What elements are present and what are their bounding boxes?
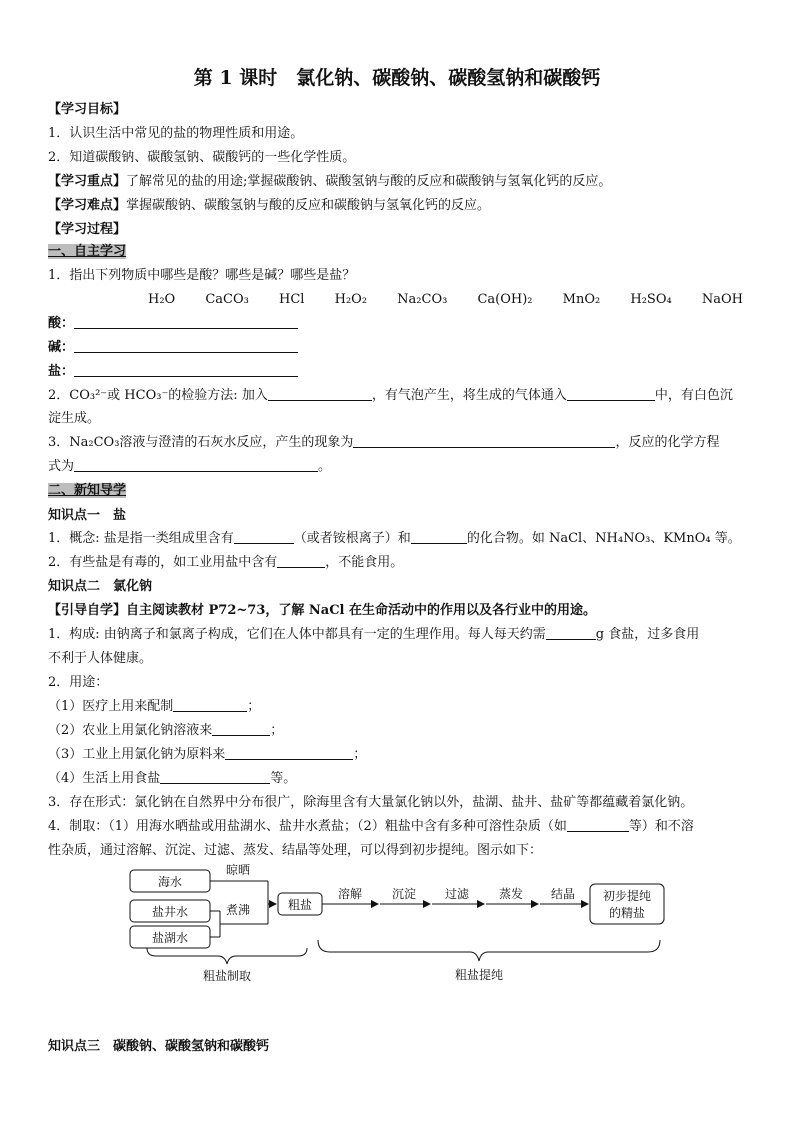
composition-blank-grams[interactable]	[546, 626, 596, 640]
q2-blank-solution[interactable]	[567, 387, 655, 401]
formula-list	[148, 291, 769, 309]
guided-reading: 【引导自学】自主阅读教材 P72~73，了解 NaCl 在生命活动中的作用以及各行业中的用途。	[48, 603, 597, 618]
formula-item: NaOH	[701, 292, 743, 307]
preparation-cont: 性杂质，通过溶解、沉淀、过滤、蒸发、结晶等处理，可以得到初步提纯。图示如下：	[48, 843, 543, 858]
composition-text-b: g 食盐，过多食用	[595, 627, 700, 642]
kp1-line-2	[48, 554, 403, 572]
knowledge-point-2: 知识点二 氯化钠	[48, 579, 153, 594]
section2-heading	[48, 482, 126, 500]
question-3-cont	[48, 458, 331, 476]
section1-heading-text: 一、自主学习	[48, 244, 127, 259]
q3-blank-phenomenon[interactable]	[353, 434, 615, 448]
formula-item: H₂O	[148, 292, 176, 307]
kp1-blank-acid-radical[interactable]	[411, 530, 467, 544]
key-points-label: 【学习重点】	[48, 174, 127, 189]
base-answer-line	[48, 339, 298, 357]
uses-heading: 2．用途：	[48, 675, 109, 690]
knowledge-point-1: 知识点一 盐	[48, 508, 127, 523]
kp1-line-1	[48, 530, 741, 548]
source-label: 盐湖水	[151, 931, 189, 945]
question-3	[48, 434, 719, 452]
key-points-line	[48, 173, 611, 191]
q2-text-a: 2．CO₃²⁻或 HCO₃⁻的检验方法: 加入	[48, 388, 268, 403]
preparation-text-a: 4．制取：（1）用海水晒盐或用盐湖水、盐井水煮盐；（2）粗盐中含有多种可溶性杂质（如	[48, 819, 567, 834]
acid-answer-line	[48, 315, 298, 333]
step-label: 结晶	[550, 887, 576, 901]
kp1-blank-toxic-salt[interactable]	[277, 554, 325, 568]
composition-text-a: 1．构成: 由钠离子和氯离子构成，它们在人体中都具有一定的生理作用。每人每天约需	[48, 627, 546, 642]
formula-item: H₂SO₄	[630, 292, 672, 307]
q2-blank-reagent[interactable]	[268, 387, 372, 401]
question-2-cont: 淀生成。	[48, 411, 101, 426]
section2-heading-text: 二、新知导学	[48, 483, 127, 498]
use1-text: （1）医疗上用来配制	[48, 699, 174, 714]
q3-text-c: 式为	[48, 459, 75, 474]
knowledge-point-3: 知识点三 碳酸钠、碳酸氢钠和碳酸钙	[48, 1039, 270, 1054]
q3-blank-equation[interactable]	[74, 458, 318, 472]
kp1-text-b: （或者铵根离子）和	[293, 531, 411, 546]
crude-salt-label: 粗盐	[287, 898, 313, 912]
use2-text: （2）农业上用氯化钠溶液来	[48, 723, 213, 738]
formula-item: CaCO₃	[205, 292, 249, 307]
difficult-points-label: 【学习难点】	[48, 198, 127, 213]
use-daily	[48, 770, 296, 788]
question-1: 1．指出下列物质中哪些是酸？哪些是碱？哪些是盐？	[48, 268, 356, 283]
preparation-text-b: 等）和不溶	[628, 819, 694, 834]
preparation-blank[interactable]	[567, 818, 629, 832]
use2-blank[interactable]	[212, 722, 270, 736]
use1-blank[interactable]	[173, 698, 247, 712]
brace-left	[147, 948, 307, 964]
use4-end: 等。	[270, 771, 297, 786]
use2-semi: ；	[270, 723, 284, 738]
use-industry	[48, 746, 366, 764]
difficult-points-text: 掌握碳酸钠、碳酸氢钠与酸的反应和碳酸钠与氢氧化钙的反应。	[126, 198, 491, 213]
acid-label: 酸：	[48, 316, 75, 331]
formula-item: HCl	[279, 292, 305, 307]
boil-label: 煮沸	[225, 903, 251, 917]
use-agriculture	[48, 722, 283, 740]
page-title: 第 1 课时 氯化钠、碳酸钠、碳酸氢钠和碳酸钙	[193, 67, 601, 89]
process-heading: 【学习过程】	[48, 222, 127, 237]
use3-blank[interactable]	[225, 746, 353, 760]
use3-semi: ；	[353, 747, 367, 762]
kp1-l2-text-b: ，不能食用。	[325, 555, 404, 570]
step-label: 沉淀	[391, 887, 417, 901]
use1-semi: ；	[247, 699, 261, 714]
formula-item: Na₂CO₃	[397, 292, 448, 307]
brace-left-label: 粗盐制取	[202, 969, 252, 983]
sun-dry-label: 晾晒	[225, 863, 251, 877]
step-label: 蒸发	[498, 887, 524, 901]
composition-cont: 不利于人体健康。	[48, 651, 153, 666]
source-label: 盐井水	[151, 905, 189, 919]
salt-process-diagram	[0, 860, 794, 990]
refined-salt-label: 初步提纯	[602, 889, 652, 903]
q2-text-c: 中，有白色沉	[654, 388, 733, 403]
kp1-text-a: 1．概念: 盐是指一类组成里含有	[48, 531, 234, 546]
objective-item: 2．知道碳酸钠、碳酸氢钠、碳酸钙的一些化学性质。	[48, 150, 356, 165]
kp1-blank-metal-ion[interactable]	[234, 530, 294, 544]
use-medical	[48, 698, 260, 716]
formula-item: Ca(OH)₂	[477, 292, 533, 307]
kp1-text-c: 的化合物。如 NaCl、NH₄NO₃、KMnO₄ 等。	[466, 531, 741, 546]
source-label: 海水	[157, 875, 183, 889]
salt-answer-blank[interactable]	[74, 363, 298, 377]
salt-label: 盐：	[48, 364, 75, 379]
objectives-heading: 【学习目标】	[48, 102, 127, 117]
difficult-points-line	[48, 197, 490, 215]
use3-text: （3）工业上用氯化钠为原料来	[48, 747, 226, 762]
composition-line	[48, 626, 699, 644]
base-answer-blank[interactable]	[74, 339, 298, 353]
brace-right-label: 粗盐提纯	[454, 968, 504, 982]
existence-line: 3．存在形式：氯化钠在自然界中分布很广，除海里含有大量氯化钠以外，盐湖、盐井、盐矿等都蕴藏着氯化钠。	[48, 795, 694, 810]
q3-text-d: 。	[318, 459, 332, 474]
acid-answer-blank[interactable]	[74, 315, 298, 329]
q2-text-b: ，有气泡产生，将生成的气体通入	[371, 388, 567, 403]
step-label: 溶解	[337, 887, 363, 901]
q3-text-b: ，反应的化学方程	[615, 435, 720, 450]
use4-text: （4）生活上用食盐	[48, 771, 161, 786]
formula-item: MnO₂	[562, 292, 601, 307]
refined-salt-label: 的精盐	[608, 906, 646, 920]
salt-answer-line	[48, 363, 298, 381]
formula-item: H₂O₂	[334, 292, 368, 307]
step-label: 过滤	[444, 887, 470, 901]
use4-blank[interactable]	[160, 770, 270, 784]
key-points-text: 了解常见的盐的用途;掌握碳酸钠、碳酸氢钠与酸的反应和碳酸钠与氢氧化钙的反应。	[126, 174, 612, 189]
section1-heading	[48, 243, 126, 261]
q3-text-a: 3．Na₂CO₃溶液与澄清的石灰水反应，产生的现象为	[48, 435, 354, 450]
brace-right	[318, 940, 660, 961]
objective-item: 1．认识生活中常见的盐的物理性质和用途。	[48, 126, 304, 141]
kp1-l2-text-a: 2．有些盐是有毒的，如工业用盐中含有	[48, 555, 278, 570]
base-label: 碱：	[48, 340, 75, 355]
preparation-line	[48, 818, 694, 836]
question-2	[48, 387, 733, 405]
